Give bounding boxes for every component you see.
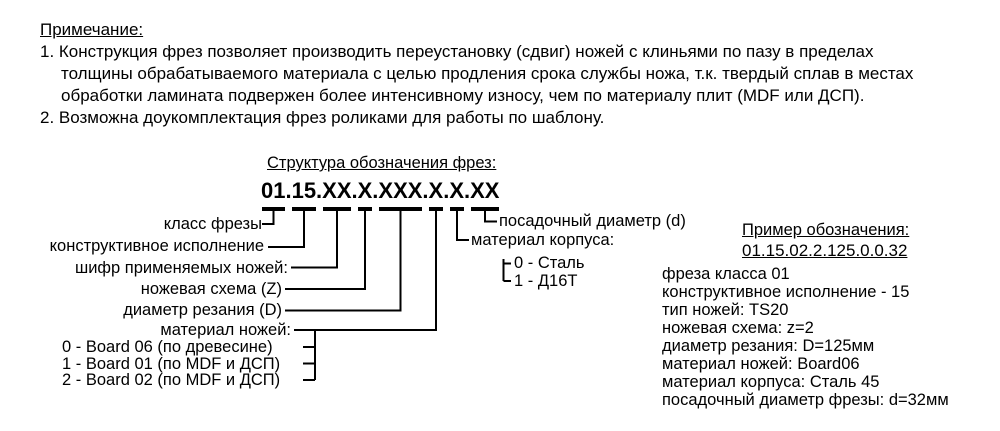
- example-heading: Пример обозначения:: [742, 221, 910, 239]
- body-material-bracket: [504, 259, 512, 281]
- label-cutting-diameter: диаметр резания (D): [123, 301, 282, 319]
- example-line-design-version: конструктивное исполнение - 15: [662, 283, 910, 301]
- notes-heading: Примечание:: [40, 20, 144, 39]
- connector-knife-material: [294, 207, 436, 330]
- body-material-option-0: 0 - Сталь: [514, 254, 585, 272]
- body-material-option-1: 1 - Д16Т: [514, 272, 578, 290]
- note-1-line-2: толщины обрабатываемого материала с целью продления срока службы ножа, т.к. твердый сплав в местах: [61, 64, 914, 83]
- label-design-version: конструктивное исполнение: [49, 237, 264, 255]
- label-body-material: материал корпуса:: [471, 231, 615, 249]
- example-line-cutter-class: фреза класса 01: [662, 265, 790, 283]
- example-line-cutting-diameter: диаметр резания: D=125мм: [662, 337, 875, 355]
- label-knife-material: материал ножей:: [160, 321, 291, 339]
- connector-cutting-diameter: [285, 207, 401, 311]
- structure-title: Структура обозначения фрез:: [267, 154, 497, 172]
- notes-section: [40, 19, 913, 129]
- label-knife-code: шифр применяемых ножей:: [74, 259, 288, 277]
- label-knife-scheme: ножевая схема (Z): [140, 280, 282, 298]
- connector-design-version: [268, 207, 304, 247]
- label-seat-diameter: посадочный диаметр (d): [499, 212, 686, 230]
- knife-material-option-1: 1 - Board 01 (по MDF и ДСП): [62, 354, 281, 373]
- knife-material-options: [62, 339, 280, 389]
- example-line-knife-material: материал ножей: Board06: [662, 355, 860, 373]
- connector-body-material: [457, 207, 469, 240]
- note-1-line-3: обработки ламината подвержен более интенсивному износу, чем по материалу плит (MDF или ДСП).: [61, 86, 865, 105]
- note-1-line-1: 1. Конструкция фрез позволяет производить переустановку (сдвиг) ножей с клиньями по пазу в пределах: [40, 42, 874, 61]
- example-code: 01.15.02.2.125.0.0.32: [742, 241, 908, 260]
- connector-knife-code: [291, 207, 337, 268]
- structure-code: 01.15.XX.X.XXX.X.X.XX: [261, 178, 500, 203]
- knife-material-option-0: 0 - Board 06 (по древесине): [62, 338, 273, 356]
- connector-cutter-class: [262, 207, 274, 224]
- example-list: [662, 265, 949, 409]
- connector-knife-scheme: [285, 207, 365, 289]
- label-cutter-class: класс фрезы: [163, 215, 262, 233]
- connector-seat-diameter: [485, 207, 497, 222]
- knife-material-bracket: [303, 330, 315, 380]
- example-line-knife-type: тип ножей: TS20: [662, 301, 789, 319]
- example-line-seat-diameter: посадочный диаметр фрезы: d=32мм: [662, 391, 949, 409]
- note-2: 2. Возможна доукомплектация фрез роликами для работы по шаблону.: [40, 108, 605, 127]
- knife-material-option-2: 2 - Board 02 (по MDF и ДСП): [62, 371, 281, 389]
- example-line-knife-scheme: ножевая схема: z=2: [662, 319, 814, 337]
- example-line-body-material: материал корпуса: Сталь 45: [662, 373, 880, 391]
